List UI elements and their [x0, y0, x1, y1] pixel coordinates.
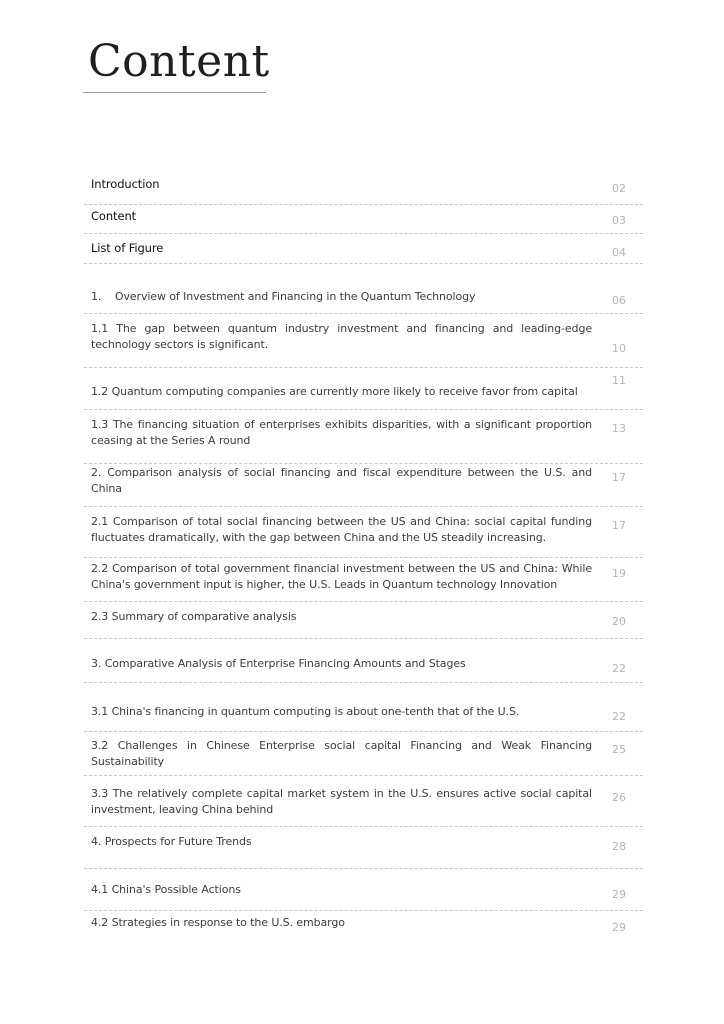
toc-entry-title: 2.1 Comparison of total social financing between the US and China: social capital funding fluctuates dramatically, with the gap between China and the US steadily increasing.	[91, 515, 592, 544]
toc-entry-title: 3.2 Challenges in Chinese Enterprise social capital Financing and Weak Financing Sustainability	[91, 739, 592, 768]
toc-entry-page: 26	[612, 791, 626, 804]
toc-entry-page: 02	[612, 182, 626, 195]
toc-entry-page: 28	[612, 840, 626, 853]
toc-entry[interactable]	[84, 463, 643, 507]
toc-entry[interactable]	[84, 638, 643, 683]
toc-entry-title: Content	[91, 209, 137, 223]
toc-entry-page: 29	[612, 888, 626, 901]
toc-entry-title: 3.3 The relatively complete capital market system in the U.S. ensures active social capital investment, leaving China behind	[91, 787, 592, 816]
toc-entry[interactable]	[84, 172, 643, 205]
toc-entry-title: 3. Comparative Analysis of Enterprise Financing Amounts and Stages	[91, 657, 466, 670]
toc-entry-title: 2. Comparison analysis of social financing and fiscal expenditure between the U.S. and China	[91, 466, 592, 495]
toc-entry-title: Introduction	[91, 177, 160, 191]
toc-entry-title: 4. Prospects for Future Trends	[91, 835, 252, 848]
toc-entry[interactable]	[84, 910, 643, 940]
toc-entry-page: 04	[612, 246, 626, 259]
toc-entry[interactable]	[84, 506, 643, 558]
toc-entry-page: 17	[612, 471, 626, 484]
title-underline	[83, 92, 266, 93]
toc-entry-page: 25	[612, 743, 626, 756]
toc-entry-title: 3.1 China's financing in quantum computing is about one-tenth that of the U.S.	[91, 705, 520, 718]
toc-entry-title: 1.2 Quantum computing companies are currently more likely to receive favor from capital	[91, 385, 578, 398]
toc-entry[interactable]	[84, 313, 643, 368]
toc-entry-title: 2.3 Summary of comparative analysis	[91, 610, 297, 623]
toc-entry-title: 2.2 Comparison of total government financial investment between the US and China: While China's government input is higher, the U.S. Leads in Quantum technology Innovation	[91, 562, 592, 591]
toc-entry-page: 17	[612, 519, 626, 532]
toc-entry-page: 20	[612, 615, 626, 628]
toc-entry[interactable]	[84, 557, 643, 602]
toc-entry-page: 06	[612, 294, 626, 307]
toc-entry-title: 4.2 Strategies in response to the U.S. embargo	[91, 916, 345, 929]
toc-entry-page: 19	[612, 567, 626, 580]
toc-entry-page: 22	[612, 662, 626, 675]
toc-entry[interactable]	[84, 233, 643, 264]
toc-entry-page: 22	[612, 710, 626, 723]
toc-entry-title: 1. Overview of Investment and Financing in the Quantum Technology	[91, 290, 476, 303]
toc-entry[interactable]	[84, 263, 643, 314]
toc-entry-page: 10	[612, 342, 626, 355]
toc-entry-title: 1.1 The gap between quantum industry investment and financing and leading-edge technology sectors is significant.	[91, 322, 592, 351]
toc-entry[interactable]	[84, 868, 643, 911]
toc-entry-page: 13	[612, 422, 626, 435]
toc-entry-title: 4.1 China's Possible Actions	[91, 883, 241, 896]
toc-entry[interactable]	[84, 826, 643, 869]
toc-entry-title: 1.3 The financing situation of enterprises exhibits disparities, with a significant proportion ceasing at the Series A round	[91, 418, 592, 447]
toc-entry-page: 11	[612, 374, 626, 387]
toc-entry[interactable]	[84, 731, 643, 776]
toc-entry[interactable]	[84, 682, 643, 732]
page-title: Content	[88, 36, 270, 87]
toc-entry-title: List of Figure	[91, 241, 164, 255]
toc-entry[interactable]	[84, 204, 643, 234]
toc-entry[interactable]	[84, 601, 643, 639]
toc-entry-page: 03	[612, 214, 626, 227]
toc-entry[interactable]	[84, 409, 643, 464]
toc-entry[interactable]	[84, 775, 643, 827]
toc-entry-page: 29	[612, 921, 626, 934]
toc-entry[interactable]	[84, 367, 643, 410]
